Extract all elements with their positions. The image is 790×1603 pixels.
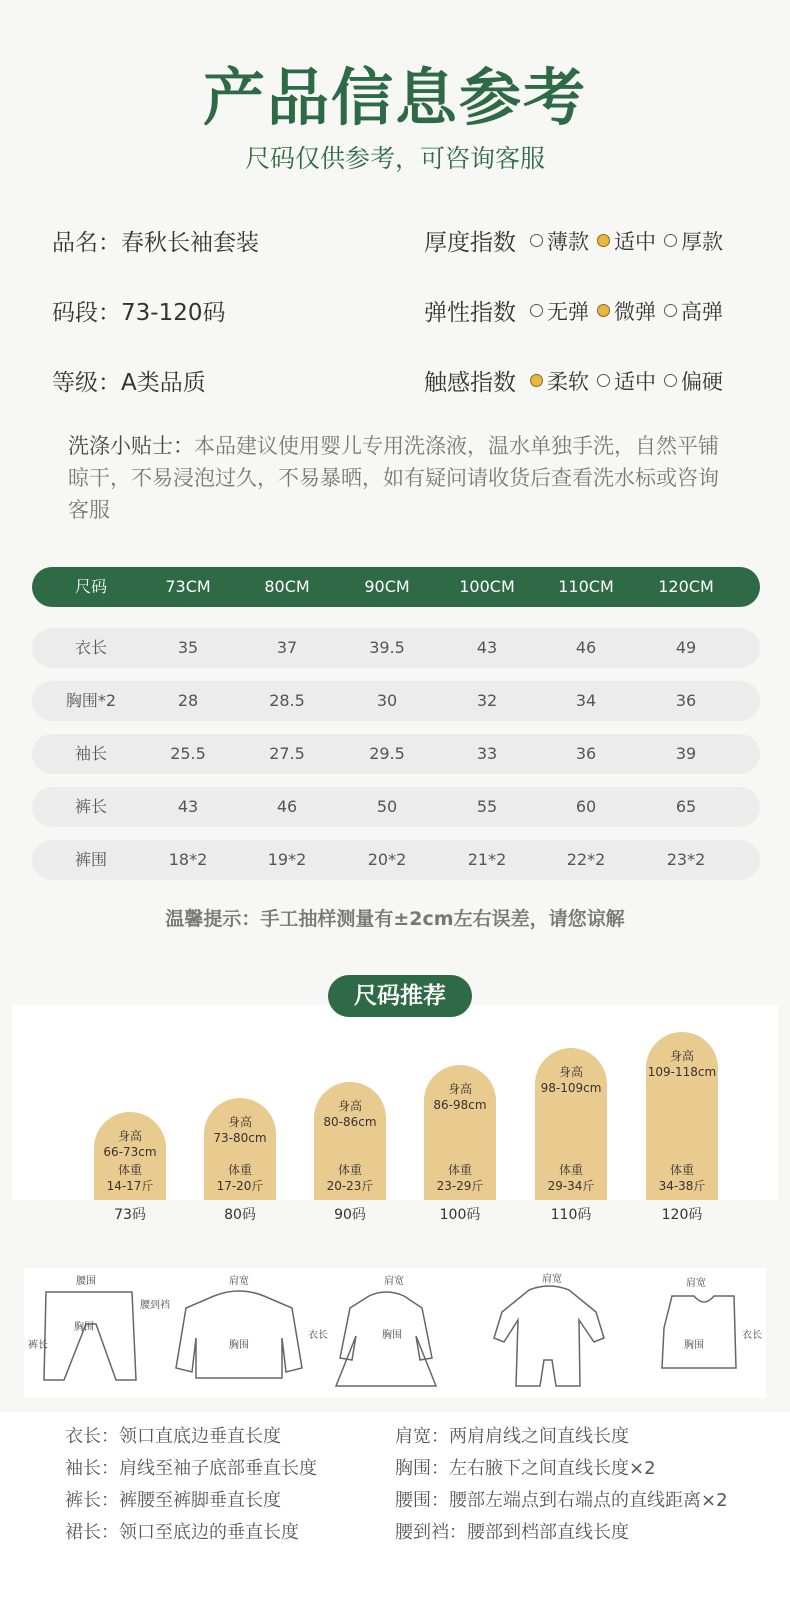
size-label: 73码 (114, 1207, 146, 1223)
index-option: 偏硬 (664, 366, 723, 396)
measurement-note: 温馨提示：手工抽样测量有±2cm左右误差，请您谅解 (165, 908, 625, 930)
index-option: 微弹 (597, 296, 656, 326)
definition-item: 肩宽：两肩肩线之间直线长度 (395, 1426, 629, 1447)
size-pill: 身高 98-109cm 体重 29-34斤 (535, 1048, 607, 1200)
table-row: 衣长 35 37 39.5 43 46 49 (32, 628, 760, 668)
info-grade: 等级：A类品质 (52, 370, 206, 396)
label-shoulder: 肩宽 (542, 1274, 562, 1285)
index-option: 无弹 (530, 296, 589, 326)
index-option: 柔软 (530, 366, 589, 396)
romper-icon (494, 1286, 604, 1386)
label-shoulder: 肩宽 (229, 1276, 249, 1287)
index-option: 适中 (597, 226, 656, 256)
recommend-title: 尺码推荐 (328, 975, 472, 1017)
size-label: 120码 (661, 1207, 703, 1223)
definition-item: 腰到裆：腰部到档部直线长度 (395, 1522, 629, 1543)
radio-dot-selected-icon (597, 234, 610, 247)
definition-item: 袖长：肩线至袖子底部垂直长度 (65, 1458, 317, 1479)
label-pants-length: 裤长 (28, 1340, 48, 1351)
radio-dot-icon (664, 234, 677, 247)
index-option: 高弹 (664, 296, 723, 326)
thickness-index: 厚度指数 薄款 适中 厚款 (424, 224, 731, 257)
measurement-definitions (0, 1412, 790, 1603)
size-label: 80码 (224, 1207, 256, 1223)
size-pill: 身高 80-86cm 体重 20-23斤 (314, 1082, 386, 1200)
radio-dot-icon (664, 304, 677, 317)
washing-tips: 洗涤小贴士：本品建议使用婴儿专用洗涤液，温水单独手洗，自然平铺晾干，不易浸泡过久，不易暴晒，如有疑问请收货后查看洗水标或咨询客服 (68, 434, 719, 522)
radio-dot-selected-icon (597, 304, 610, 317)
pants-icon (44, 1292, 136, 1380)
info-name: 品名：春秋长袖套装 (52, 230, 259, 256)
definition-item: 衣长：领口直底边垂直长度 (65, 1426, 281, 1447)
label-shoulder: 肩宽 (686, 1278, 706, 1289)
label-length: 衣长 (308, 1330, 328, 1341)
label-chest: 胸围 (684, 1340, 704, 1351)
definition-item: 腰围：腰部左端点到右端点的直线距离×2 (395, 1490, 728, 1511)
page-subtitle: 尺码仅供参考，可咨询客服 (244, 144, 545, 173)
size-label: 110码 (550, 1207, 592, 1223)
definition-item: 胸围：左右腋下之间直线长度×2 (395, 1458, 656, 1479)
size-pill: 身高 66-73cm 体重 14-17斤 (94, 1112, 166, 1200)
label-chest: 胸围 (382, 1330, 402, 1341)
page-title: 产品信息参考 (202, 61, 587, 134)
table-row: 裤长 43 46 50 55 60 65 (32, 787, 760, 827)
index-option: 厚款 (664, 226, 723, 256)
label-hip: 胸围 (74, 1322, 94, 1333)
garment-diagram-svg (24, 1268, 766, 1398)
measurement-diagrams (24, 1268, 766, 1398)
label-shoulder: 肩宽 (384, 1276, 404, 1287)
radio-dot-icon (530, 304, 543, 317)
label-length: 衣长 (742, 1330, 762, 1341)
size-pill: 身高 109-118cm 体重 34-38斤 (646, 1032, 718, 1200)
size-label: 90码 (334, 1207, 366, 1223)
touch-index: 触感指数 柔软 适中 偏硬 (424, 364, 731, 397)
index-option: 适中 (597, 366, 656, 396)
table-row: 胸围*2 28 28.5 30 32 34 36 (32, 681, 760, 721)
table-row: 袖长 25.5 27.5 29.5 33 36 39 (32, 734, 760, 774)
radio-dot-selected-icon (530, 374, 543, 387)
radio-dot-icon (597, 374, 610, 387)
label-waist: 腰围 (76, 1276, 96, 1287)
vest-icon (662, 1296, 736, 1368)
size-pill: 身高 86-98cm 体重 23-29斤 (424, 1065, 496, 1200)
label-waist-to-crotch: 腰到裆 (140, 1300, 170, 1311)
index-option: 薄款 (530, 226, 589, 256)
size-pill: 身高 73-80cm 体重 17-20斤 (204, 1098, 276, 1200)
radio-dot-icon (530, 234, 543, 247)
sweatshirt-icon (176, 1291, 302, 1378)
definition-item: 裙长：领口至底边的垂直长度 (65, 1522, 299, 1543)
radio-dot-icon (664, 374, 677, 387)
size-table-header: 尺码 73CM 80CM 90CM 100CM 110CM 120CM (32, 567, 760, 607)
elasticity-index: 弹性指数 无弹 微弹 高弹 (424, 294, 731, 327)
recommend-panel (12, 1005, 778, 1200)
label-chest: 胸围 (229, 1340, 249, 1351)
info-size-range: 码段：73-120码 (52, 300, 226, 326)
definition-item: 裤长：裤腰至裤脚垂直长度 (65, 1490, 281, 1511)
size-label: 100码 (439, 1207, 481, 1223)
table-row: 裤围 18*2 19*2 20*2 21*2 22*2 23*2 (32, 840, 760, 880)
